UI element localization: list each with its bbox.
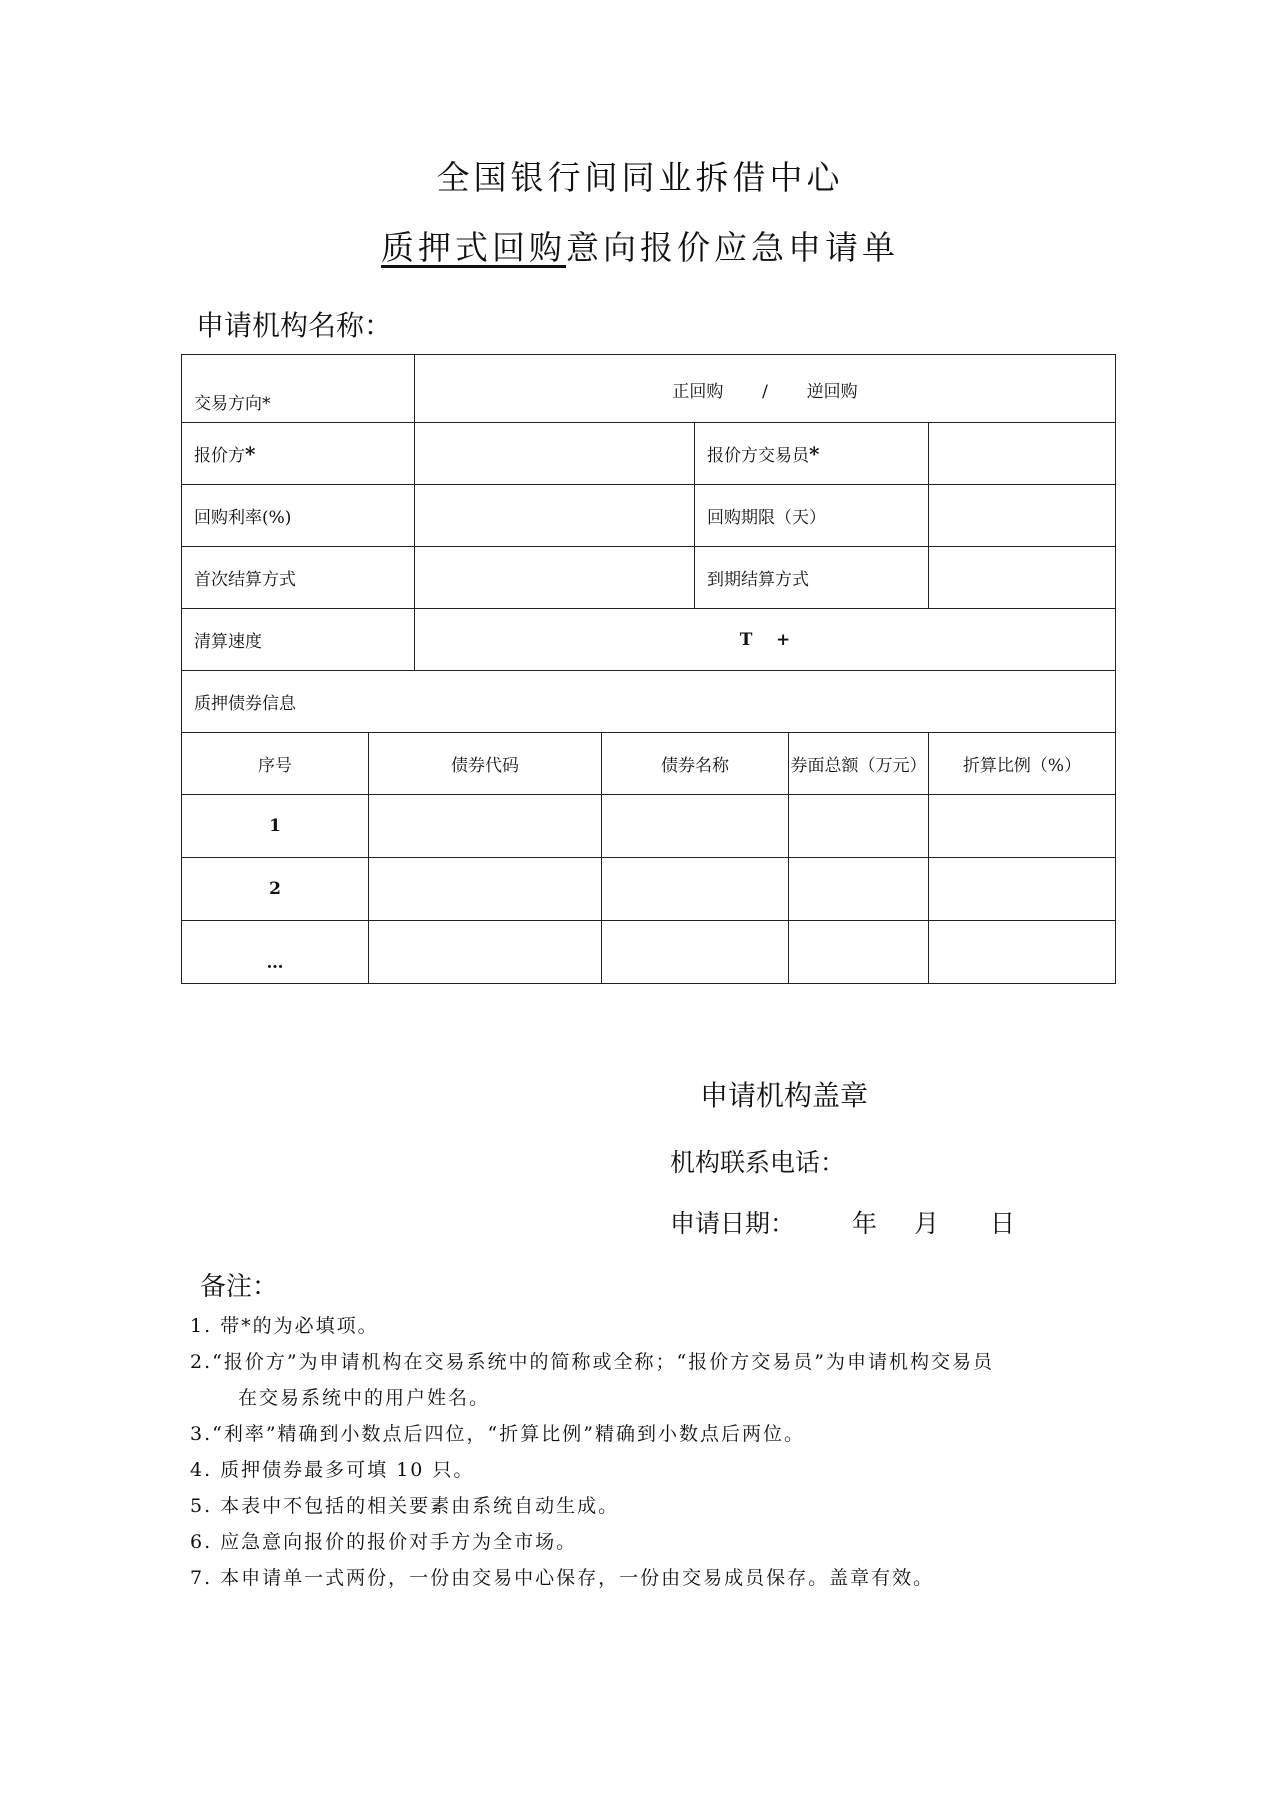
first-settlement-field[interactable] (415, 547, 695, 609)
trader-label: 报价方交易员* (695, 423, 929, 485)
bond-header-seq: 序号 (182, 733, 369, 795)
date-day: 日 (990, 1209, 1016, 1238)
bond-header-haircut: 折算比例（%） (929, 733, 1116, 795)
direction-label: 交易方向* (182, 355, 415, 423)
bond-header-code: 债券代码 (369, 733, 602, 795)
repo-rate-field[interactable] (415, 485, 695, 547)
note-item: 4. 质押债券最多可填 10 只。 (190, 1459, 475, 1481)
applicant-name-label: 申请机构名称： (196, 309, 393, 342)
bond-face-amount-cell[interactable] (789, 795, 929, 858)
bond-name-cell[interactable] (602, 795, 789, 858)
note-item: 2.“报价方”为申请机构在交易系统中的简称或全称；“报价方交易员”为申请机构交易员 在交易系统中的用户姓名。 (190, 1351, 994, 1409)
bond-row (182, 921, 1116, 984)
form-issuer-title: 全国银行间同业拆借中心 (436, 158, 844, 197)
note-item: 5. 本表中不包括的相关要素由系统自动生成。 (190, 1495, 620, 1517)
form-title-rest: 意向报价应急申请单 (566, 228, 899, 267)
repo-rate-label: 回购利率(%) (182, 485, 415, 547)
quoter-field[interactable] (415, 423, 695, 485)
form-title-underlined: 质押式回购 (381, 228, 566, 267)
pledged-bond-info-label: 质押债券信息 (182, 671, 1116, 733)
note-item: 6. 应急意向报价的报价对手方为全市场。 (190, 1531, 578, 1553)
direction-option-repo[interactable]: 正回购 (672, 382, 724, 402)
bond-face-amount-cell[interactable] (789, 858, 929, 921)
bond-face-amount-cell[interactable] (789, 921, 929, 984)
direction-option-reverse-repo[interactable]: 逆回购 (806, 382, 858, 402)
bond-row-seq: 2 (182, 858, 369, 921)
date-label: 申请日期： (670, 1209, 796, 1238)
bond-haircut-cell[interactable] (929, 858, 1116, 921)
clearing-speed-field[interactable]: T + (415, 609, 1116, 671)
bond-code-cell[interactable] (369, 795, 602, 858)
maturity-settlement-label: 到期结算方式 (695, 547, 929, 609)
bond-code-cell[interactable] (369, 921, 602, 984)
clearing-speed-label: 清算速度 (182, 609, 415, 671)
repo-term-label: 回购期限（天） (695, 485, 929, 547)
trader-field[interactable] (929, 423, 1116, 485)
bond-name-cell[interactable] (602, 858, 789, 921)
applicant-seal-label: 申请机构盖章 (700, 1079, 869, 1112)
bond-haircut-cell[interactable] (929, 921, 1116, 984)
date-year: 年 (852, 1209, 878, 1238)
bond-haircut-cell[interactable] (929, 795, 1116, 858)
direction-options[interactable] (415, 355, 1116, 423)
note-item: 7. 本申请单一式两份，一份由交易中心保存，一份由交易成员保存。盖章有效。 (190, 1567, 935, 1589)
bond-row-seq: 1 (182, 795, 369, 858)
date-month: 月 (914, 1209, 940, 1238)
notes-list (190, 1308, 1090, 1596)
bond-row (182, 858, 1116, 921)
bond-name-cell[interactable] (602, 921, 789, 984)
bond-header-face-amount: 券面总额（万元） (789, 733, 929, 795)
application-form-table (181, 354, 1116, 984)
repo-term-field[interactable] (929, 485, 1116, 547)
form-title (0, 222, 1280, 269)
bond-row (182, 795, 1116, 858)
bond-header-name: 债券名称 (602, 733, 789, 795)
contact-phone-label: 机构联系电话： (670, 1148, 846, 1177)
bond-code-cell[interactable] (369, 858, 602, 921)
first-settlement-label: 首次结算方式 (182, 547, 415, 609)
note-item: 3.“利率”精确到小数点后四位，“折算比例”精确到小数点后两位。 (190, 1423, 805, 1445)
quoter-label: 报价方* (182, 423, 415, 485)
maturity-settlement-field[interactable] (929, 547, 1116, 609)
notes-title: 备注： (200, 1272, 279, 1302)
bond-row-seq: … (182, 921, 369, 984)
note-item: 1. 带*的为必填项。 (190, 1315, 379, 1337)
direction-separator: / (762, 382, 768, 402)
